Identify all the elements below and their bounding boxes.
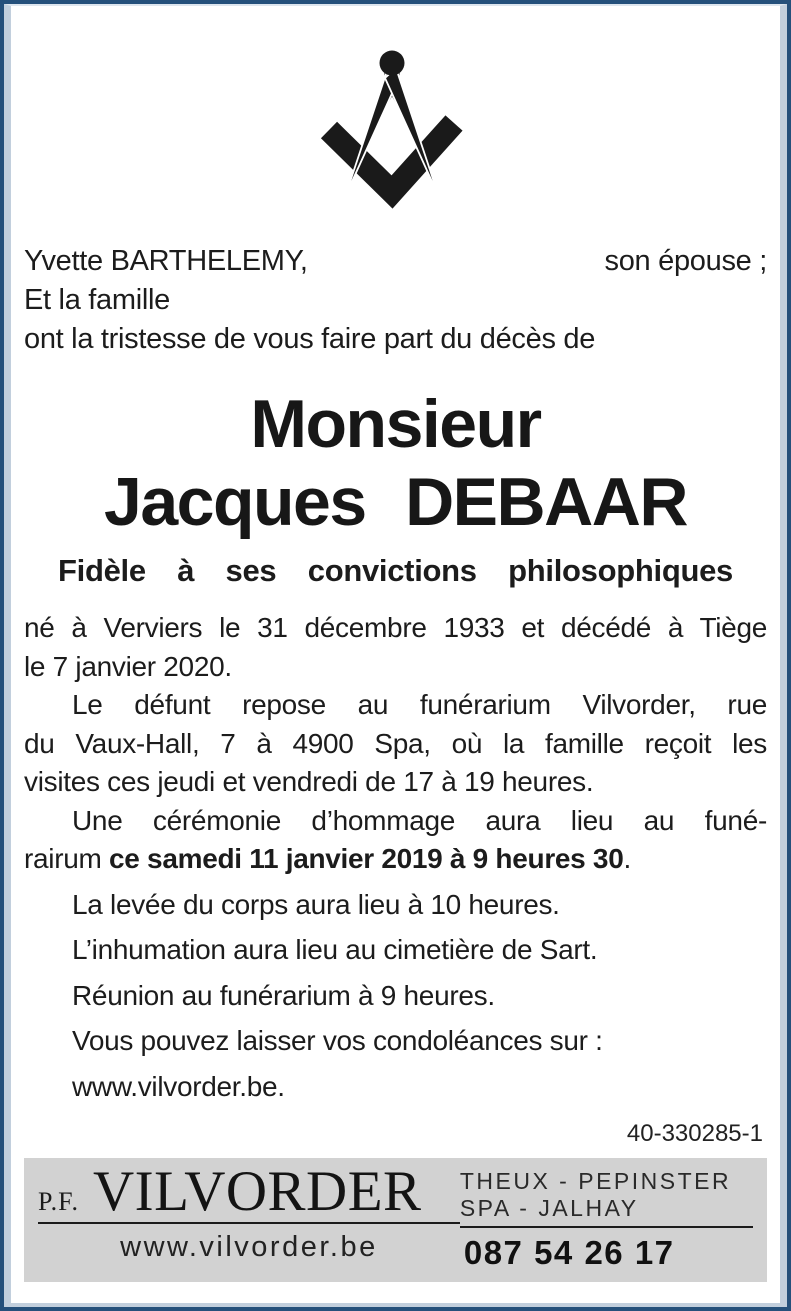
brand-name: VILVORDER [92, 1160, 422, 1223]
body-line: La levée du corps aura lieu à 10 heures. [72, 888, 560, 920]
body-text: rairum [24, 843, 110, 874]
body-text: . [623, 843, 631, 874]
notice-body [24, 609, 767, 1106]
banner-right-column [460, 1164, 753, 1272]
mourner-relation: son épouse ; [604, 245, 767, 277]
condolences-website: www.vilvorder.be. [72, 1070, 285, 1102]
deceased-motto: Fidèle à ses convictions philosophiques [58, 553, 733, 588]
ceremony-date-emphasis: ce samedi 11 janvier 2019 à 9 heures 30 [109, 843, 624, 874]
body-line: L’inhumation aura lieu au cimetière de Sart. [72, 934, 598, 965]
deceased-title: Monsieur [250, 386, 541, 462]
branch-cities-line1: THEUX - PEPINSTER [459, 1168, 732, 1194]
mourner-family-line: Et la famille [24, 284, 170, 316]
body-line: Vous pouvez laisser vos condoléances sur : [72, 1025, 603, 1056]
body-line: né à Verviers le 31 décembre 1933 et décédé à Tiège [24, 612, 767, 643]
brand-prefix: P.F. [38, 1187, 79, 1216]
mourner-line [24, 242, 767, 281]
announcement-sentence: ont la tristesse de vous faire part du décès de [24, 323, 596, 355]
deceased-block [24, 385, 767, 593]
body-line: du Vaux-Hall, 7 à 4900 Spa, où la famille reçoit les [24, 727, 767, 759]
branch-cities-line2: SPA - JALHAY [459, 1195, 639, 1221]
banner-left-column [38, 1160, 460, 1272]
card-inner-frame [4, 4, 787, 1307]
body-line: le 7 janvier 2020. [24, 650, 232, 682]
emblem-area [24, 30, 767, 220]
phone-number: 087 54 26 17 [463, 1234, 675, 1271]
body-line: Le défunt repose au funérarium Vilvorder, rue [72, 689, 767, 720]
body-line-ceremony [24, 840, 767, 879]
square-and-compasses-icon [296, 30, 496, 220]
brand-row [38, 1160, 460, 1224]
notice-reference-number: 40-330285-1 [626, 1120, 763, 1147]
body-line: visites ces jeudi et vendredi de 17 à 19 heures. [24, 766, 594, 797]
branch-cities [460, 1164, 753, 1228]
body-line: Réunion au funérarium à 9 heures. [72, 979, 495, 1011]
funeral-home-website: www.vilvorder.be [120, 1231, 378, 1263]
funeral-home-banner [24, 1158, 767, 1282]
body-line: Une cérémonie d’hommage aura lieu au funé- [72, 804, 767, 836]
announcement-intro [24, 242, 767, 359]
deceased-name: Jacques DEBAAR [104, 464, 687, 540]
mourner-name: Yvette BARTHELEMY, [24, 245, 308, 277]
